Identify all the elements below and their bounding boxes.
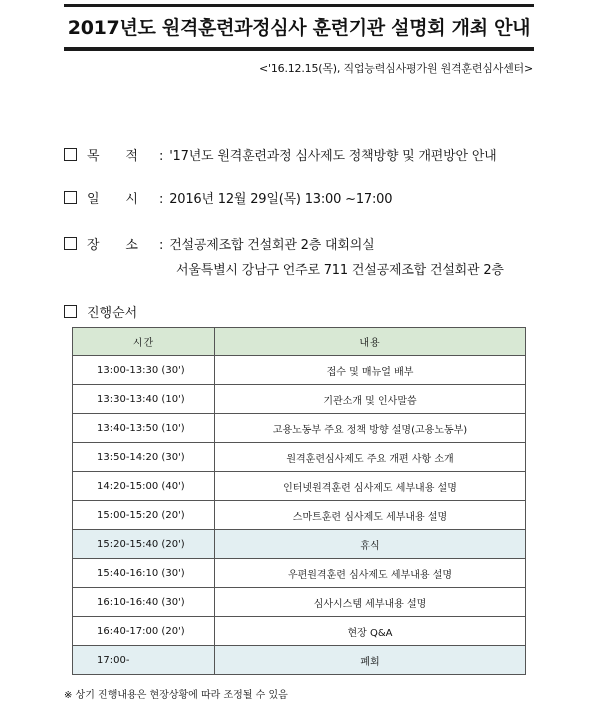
cell-content: 인터넷원격훈련 심사제도 세부내용 설명: [215, 472, 526, 501]
cell-time: 14:20-15:00 (40'): [73, 472, 215, 501]
info-label-purpose: 목 적: [87, 149, 138, 164]
table-row: [73, 559, 526, 588]
cell-time: 17:00-: [73, 646, 215, 675]
cell-content: 심사시스템 세부내용 설명: [215, 588, 526, 617]
info-row-datetime: [64, 188, 392, 207]
cell-time: 16:40-17:00 (20'): [73, 617, 215, 646]
info-label-datetime: 일 시: [87, 192, 138, 207]
subtitle-date-org: <'16.12.15(목), 직업능력심사평가원 원격훈련심사센터>: [259, 62, 533, 75]
cell-content: 고용노동부 주요 정책 방향 설명(고용노동부): [215, 414, 526, 443]
title-top-rule: [64, 4, 534, 7]
table-row: [73, 530, 526, 559]
header-content: 내용: [215, 328, 526, 356]
table-row: [73, 501, 526, 530]
info-row-location: [64, 234, 374, 253]
info-label-location: 장 소: [87, 238, 138, 253]
info-value-location: 건설공제조합 건설회관 2층 대회의실: [169, 238, 375, 253]
table-row: [73, 414, 526, 443]
cell-content: 우편원격훈련 심사제도 세부내용 설명: [215, 559, 526, 588]
table-row: [73, 646, 526, 675]
footnote: ※ 상기 진행내용은 현장상황에 따라 조정될 수 있음: [64, 690, 288, 701]
info-colon: :: [159, 149, 164, 164]
info-colon: :: [159, 238, 164, 253]
checkbox-square-icon: [64, 305, 77, 318]
cell-time: 15:40-16:10 (30'): [73, 559, 215, 588]
cell-time: 13:50-14:20 (30'): [73, 443, 215, 472]
info-row-purpose: [64, 145, 497, 164]
schedule-table: [72, 327, 526, 675]
cell-time: 13:00-13:30 (30'): [73, 356, 215, 385]
table-row: [73, 443, 526, 472]
cell-content: 접수 및 매뉴얼 배부: [215, 356, 526, 385]
cell-time: 15:00-15:20 (20'): [73, 501, 215, 530]
title-banner: [64, 4, 534, 51]
cell-content: 기관소개 및 인사말씀: [215, 385, 526, 414]
table-row: [73, 356, 526, 385]
info-colon: :: [159, 192, 164, 207]
info-value-purpose: '17년도 원격훈련과정 심사제도 정책방향 및 개편방안 안내: [169, 149, 497, 164]
table-row: [73, 385, 526, 414]
title-bottom-rule: [64, 47, 534, 51]
cell-time: 13:30-13:40 (10'): [73, 385, 215, 414]
cell-time: 13:40-13:50 (10'): [73, 414, 215, 443]
cell-time: 15:20-15:40 (20'): [73, 530, 215, 559]
section-title-schedule: 진행순서: [64, 302, 137, 321]
cell-content: 폐회: [215, 646, 526, 675]
table-row: [73, 617, 526, 646]
checkbox-square-icon: [64, 148, 77, 161]
table-row: [73, 588, 526, 617]
table-header-row: [73, 328, 526, 356]
info-value-address: 서울특별시 강남구 언주로 711 건설공제조합 건설회관 2층: [176, 263, 504, 278]
info-value-datetime: 2016년 12월 29일(목) 13:00 ~17:00: [169, 192, 393, 207]
checkbox-square-icon: [64, 237, 77, 250]
page-title: 2017년도 원격훈련과정심사 훈련기관 설명회 개최 안내: [67, 17, 531, 39]
cell-time: 16:10-16:40 (30'): [73, 588, 215, 617]
cell-content: 휴식: [215, 530, 526, 559]
header-time: 시간: [73, 328, 215, 356]
cell-content: 원격훈련심사제도 주요 개편 사항 소개: [215, 443, 526, 472]
cell-content: 현장 Q&A: [215, 617, 526, 646]
table-row: [73, 472, 526, 501]
cell-content: 스마트훈련 심사제도 세부내용 설명: [215, 501, 526, 530]
checkbox-square-icon: [64, 191, 77, 204]
